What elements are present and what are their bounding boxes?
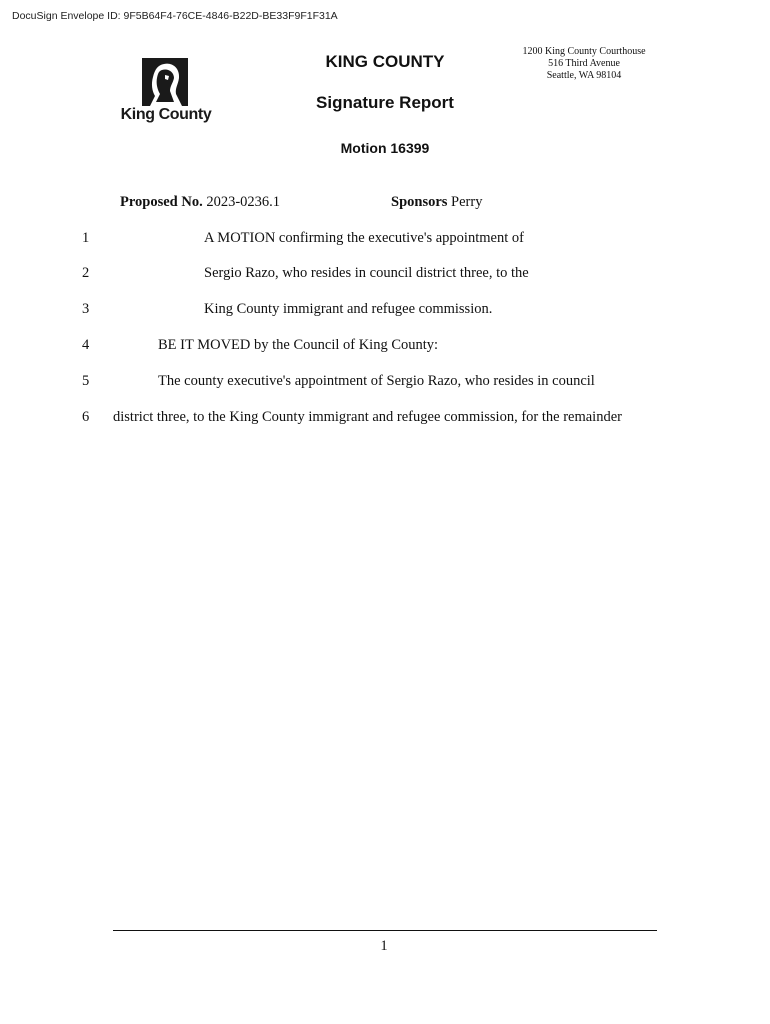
page-number: 1 bbox=[380, 938, 388, 954]
address-line: 516 Third Avenue bbox=[548, 58, 620, 69]
sponsors-value: Perry bbox=[451, 194, 483, 210]
line-number: 6 bbox=[82, 409, 90, 425]
sponsors bbox=[391, 194, 482, 211]
address-line: 1200 King County Courthouse bbox=[522, 46, 646, 57]
motion-text-line: A MOTION confirming the executive's appointment of bbox=[204, 230, 524, 246]
motion-text-line: The county executive's appointment of Sergio Razo, who resides in council bbox=[158, 373, 595, 389]
proposed-number bbox=[120, 194, 280, 211]
line-number: 4 bbox=[82, 337, 90, 353]
proposed-value: 2023-0236.1 bbox=[206, 194, 281, 210]
king-county-logo bbox=[118, 58, 214, 130]
county-title: KING COUNTY bbox=[325, 52, 445, 71]
motion-title: Motion 16399 bbox=[340, 140, 430, 156]
report-title: Signature Report bbox=[316, 93, 454, 112]
motion-text-line: district three, to the King County immigrant and refugee commission, for the remainder bbox=[113, 409, 622, 425]
line-number: 2 bbox=[82, 265, 90, 281]
address-line: Seattle, WA 98104 bbox=[546, 70, 622, 81]
line-number: 1 bbox=[82, 230, 90, 246]
motion-text-line: BE IT MOVED by the Council of King County: bbox=[158, 337, 439, 353]
logo-wordmark: King County bbox=[120, 106, 212, 123]
king-county-portrait-icon bbox=[142, 58, 188, 106]
motion-text-line: King County immigrant and refugee commission. bbox=[204, 301, 493, 317]
courthouse-address bbox=[500, 46, 668, 82]
proposed-label: Proposed No. bbox=[120, 194, 203, 210]
docusign-envelope-id: DocuSign Envelope ID: 9F5B64F4-76CE-4846-B22D-BE33F9F1F31A bbox=[12, 10, 338, 22]
line-number: 3 bbox=[82, 301, 90, 317]
motion-text-line: Sergio Razo, who resides in council district three, to the bbox=[204, 265, 529, 281]
footer-divider bbox=[113, 930, 657, 931]
line-number: 5 bbox=[82, 373, 90, 389]
sponsors-label: Sponsors bbox=[391, 194, 448, 210]
